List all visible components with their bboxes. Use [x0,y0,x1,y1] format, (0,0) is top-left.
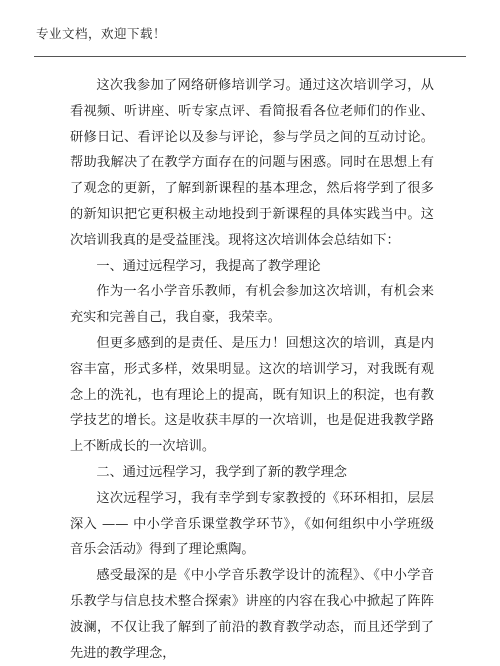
document-body [70,73,434,666]
header-divider [34,56,466,57]
section-heading-1: 一、通过远程学习，我提高了教学理论 [96,258,321,274]
page-header: 专业文档，欢迎下载！ [36,26,167,41]
section-heading-2: 二、通过远程学习，我学到了新的教学理念 [96,464,347,480]
paragraph-expert-lectures: 这次远程学习，我有幸学到专家教授的《环环相扣，层层深入 —— 中小学音乐课堂教学环节》，《如何组织中小学班级音乐会活动》得到了理论熏陶。 [70,490,434,558]
paragraph-deepest-impression: 感受最深的是《中小学音乐教学设计的流程》、《中小学音乐教学与信息技术整合探索》讲座的内容在我心中掀起了阵阵波澜，不仅让我了解到了前沿的教育教学动态，而且还学到了先进的教学理念， [70,568,434,661]
paragraph-teacher-intro: 作为一名小学音乐教师，有机会参加这次培训，有机会来充实和完善自己，我自豪，我荣幸。 [70,284,434,326]
paragraph-responsibility: 但更多感到的是责任、是压力！回想这次的培训，真是内容丰富，形式多样，效果明显。这次的培训学习，对我既有观念上的洗礼，也有理论上的提高，既有知识上的积淀，也有教学技艺的增长。这是收获丰厚的一次培训，也是促进我教学路上不断成长的一次培训。 [70,335,434,455]
paragraph-intro: 这次我参加了网络研修培训学习。通过这次培训学习，从看视频、听讲座、听专家点评、看简报看各位老师们的作业、研修日记、看评论以及参与评论，参与学员之间的互动讨论。帮助我解决了在教学方面存在的问题与困惑。同时在思想上有了观念的更新，了解到新课程的基本理念，然后将学到了很多的新知识把它更积极主动地投到于新课程的具体实践当中。这次培训我真的是受益匪浅。现将这次培训体会总结如下： [70,78,434,248]
